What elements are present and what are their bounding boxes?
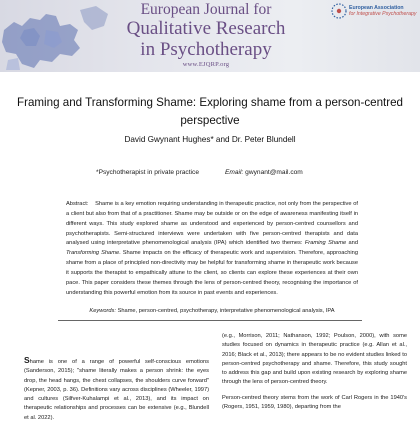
journal-url[interactable]: www.EJQRP.org (182, 61, 230, 68)
body-column-left (24, 356, 209, 423)
abstract-label: Abstract: (66, 201, 89, 207)
journal-title-line3: in Psychotherapy (140, 39, 272, 60)
europe-map-graphic (0, 0, 110, 72)
abstract-text-1: Shame is a key emotion requiring understanding in therapeutic practice, not only from the perspective of a client but also from that of a practitioner. Shame may be outside or on the edge of awareness manifesting itself in different ways. This study explored shame as understood and experienced by person-centred counsellors and psychotherapists. Semi-structured interviews were undertaken with five person-centred therapists and data analysed using interpretative phenomenological analysis (IPA) which identified two themes: (66, 201, 358, 247)
body-right-paragraph-2: Person-centred theory stems from the work of Carl Rogers in the 1940's (Rogers, 1951, 1959, 1980), departing from the (222, 394, 407, 411)
journal-banner (0, 0, 420, 72)
keywords (66, 307, 358, 315)
eaip-name (349, 5, 420, 17)
journal-title-line2: Qualitative Research (126, 18, 286, 39)
article-authors: David Gwynant Hughes* and Dr. Peter Blundell (124, 135, 296, 144)
body-column-right (222, 332, 407, 412)
abstract-theme-1: Framing Shame (304, 240, 347, 247)
journal-title-line1: European Journal for (140, 1, 272, 18)
email-label: Email: (225, 169, 244, 176)
article-title: Framing and Transforming Shame: Exploring shame from a person-centred perspective (17, 96, 403, 127)
journal-title (106, 0, 306, 68)
body-right-paragraph-1: (e.g., Morrison, 2011; Nathanson, 1992; Poulson, 2000), with some studies focused on dynamics in therapeutic practice (e.g. Allan et al., 2016; Black et al., 2013); there appears to be no evident studies linked to person-centred psychotherapy and shame. Therefore, this study sought to address this gap and build upon existing research by exploring shame through the lens of person-centred theory. (222, 333, 407, 386)
dropcap-letter: S (24, 355, 30, 365)
keywords-label: Keywords: (89, 308, 116, 314)
eaip-name-line2: for Integrative Psychotherapy (349, 11, 417, 17)
author-affiliation: *Psychotherapist in private practice (96, 169, 199, 176)
abstract (66, 200, 358, 298)
body-left-text: hame is one of a range of powerful self-conscious emotions (Sanderson, 2015); "shame literally makes a person shrink: the eyes drop, the head hangs, the chest collapses, the shoulders curve forward" (Kepner, 2003, p. 36). Definitions vary across disciplines (Wheeler, 1997) and cultures (Silfver-Kuhalampi et al., 2013), and its impact on therapeutic relationships and processes can be extensive (e.g., Blundell et al. 2022). (24, 359, 209, 421)
author-email (225, 169, 303, 176)
email-value[interactable]: gwynant@mail.com (245, 169, 303, 176)
keywords-value: Shame, person-centred, psychotherapy, interpretative phenomenological analysis, IPA (117, 308, 335, 314)
eaip-name-line1: European Association (349, 5, 404, 11)
section-divider (58, 320, 362, 321)
abstract-and: and (346, 240, 358, 247)
abstract-theme-2: Transforming Shame (66, 250, 120, 257)
abstract-text-2: . Shame impacts on the efficacy of therapeutic work and supervision. Therefore, approaching shame from a place of principled non-directivity may be helpful for transforming shame in therapeutic work because it supports the therapist to empathically attune to the client, so clients can explore these experiences at their own pace. This paper considers these themes through the lens of person-centred theory, recognising the importance of understanding this powerful emotion from its source in past events and experiences. (66, 250, 358, 296)
